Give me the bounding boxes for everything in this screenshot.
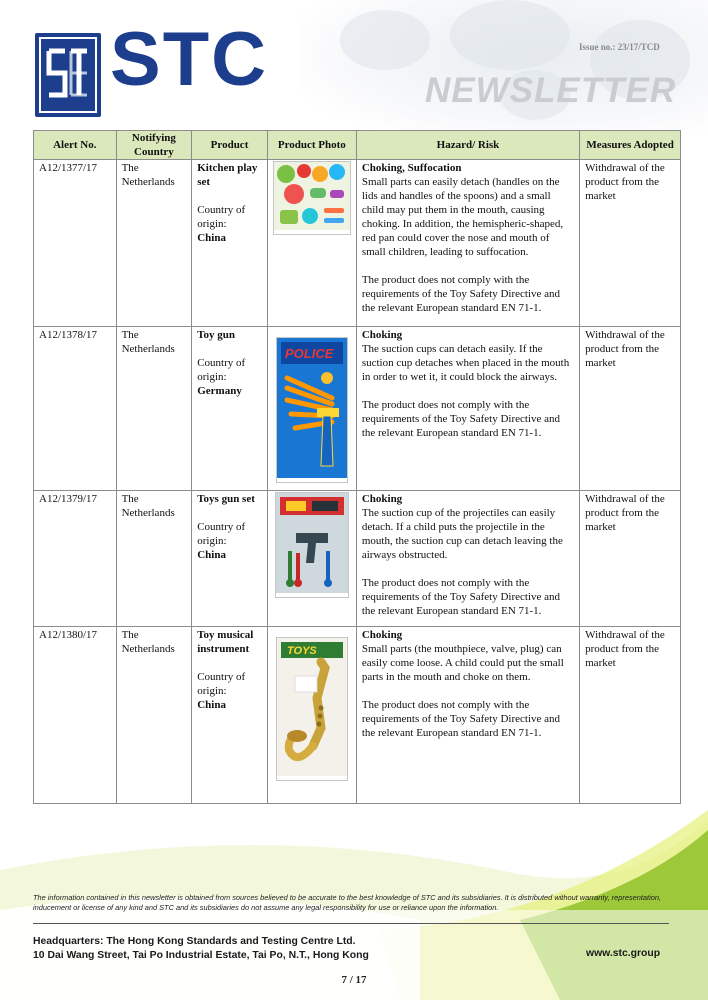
hazard-description: The suction cups can detach easily. If the suction cup detaches when placed in the mouth in order to wet it, it could block the airways. [361,343,570,383]
hazard-description: Small parts (the mouthpiece, valve, plug) can easily come loose. A child could put the small parts in the mouth and choke on them. [361,643,564,683]
origin-label: Country of origin: [197,521,246,547]
brand-name: STC [110,17,268,102]
headquarters-address [33,935,369,963]
alert-number: A12/1377/17 [34,160,117,327]
headquarters-name: Headquarters: The Hong Kong Standards and Testing Centre Ltd. [33,936,356,947]
table-row [34,627,681,804]
product-photo-cell [267,491,356,627]
notifying-country: The Netherlands [116,627,192,804]
table-row [34,491,681,627]
toys-gun-set-photo [275,492,349,598]
hazard-title: Choking [361,629,403,641]
alerts-table [33,130,681,804]
headquarters-street: 10 Dai Wang Street, Tai Po Industrial Estate, Tai Po, N.T., Hong Kong [33,950,369,961]
header-hazard-risk: Hazard/ Risk [356,131,579,160]
product-cell [192,327,268,491]
product-cell [192,627,268,804]
product-photo-cell [267,627,356,804]
background-world-map [300,0,708,140]
table-header-row [34,131,681,160]
toy-saxophone-photo [276,637,348,781]
notifying-country: The Netherlands [116,491,192,627]
product-cell [192,491,268,627]
hazard-title: Choking [361,493,403,505]
header-product: Product [192,131,268,160]
compliance-statement: The product does not comply with the requirements of the Toy Safety Directive and the relevant European standard EN 71-1. [361,699,561,739]
issue-number: Issue no.: 23/17/TCD [579,42,660,52]
stc-logo-mark [35,33,101,117]
measures-adopted: Withdrawal of the product from the market [580,327,681,491]
hazard-cell [356,491,579,627]
footer-divider [33,923,669,924]
product-name: Toy gun [197,329,236,341]
hazard-description: The suction cup of the projectiles can easily detach. If a child puts the projectile in the mouth, the suction cup can detach leaving the airways obstructed. [361,507,563,561]
measures-adopted: Withdrawal of the product from the market [580,627,681,804]
alert-number: A12/1380/17 [34,627,117,804]
notifying-country: The Netherlands [116,160,192,327]
table-row [34,160,681,327]
header-measures-adopted: Measures Adopted [580,131,681,160]
origin-label: Country of origin: [197,204,246,230]
compliance-statement: The product does not comply with the requirements of the Toy Safety Directive and the relevant European standard EN 71-1. [361,274,561,314]
product-photo-cell [267,160,356,327]
toy-gun-photo [276,337,348,483]
hazard-description: Small parts can easily detach (handles on the lids and handles of the spoons) and a small child may put them in the mouth, causing choking. In addition, the hemispheric-shaped, red pan could cover the nose and mouth of small children, leading to suffocation. [361,176,564,258]
kitchen-play-set-photo [273,161,351,235]
disclaimer-text: The information contained in this newsletter is obtained from sources believed to be accurate to the best knowledge of STC and its subsidiaries. It is distributed without warranty, representation, inducement or license of any kind and STC and its subsidiaries do not assume any legal responsibility for use or reliance upon the information. [33,893,661,912]
product-photo-cell [267,327,356,491]
product-name: Toy musical instrument [197,629,254,655]
alert-number: A12/1379/17 [34,491,117,627]
hazard-title: Choking [361,329,403,341]
origin-country: Germany [197,385,242,397]
compliance-statement: The product does not comply with the requirements of the Toy Safety Directive and the relevant European standard EN 71-1. [361,399,561,439]
origin-country: China [197,232,226,244]
product-cell [192,160,268,327]
page-number: 7 / 17 [341,974,367,986]
origin-label: Country of origin: [197,671,246,697]
notifying-country: The Netherlands [116,327,192,491]
compliance-statement: The product does not comply with the requirements of the Toy Safety Directive and the relevant European standard EN 71-1. [361,577,561,617]
alert-number: A12/1378/17 [34,327,117,491]
measures-adopted: Withdrawal of the product from the market [580,160,681,327]
website-link[interactable]: www.stc.group [586,948,661,959]
table-row [34,327,681,491]
hazard-title: Choking, Suffocation [361,162,462,174]
origin-label: Country of origin: [197,357,246,383]
header-notifying-country: Notifying Country [116,131,192,160]
product-name: Kitchen play set [197,162,258,188]
header-alert-no: Alert No. [34,131,117,160]
hazard-cell [356,327,579,491]
product-name: Toys gun set [197,493,255,505]
toy-gun-package-text: POLICE [284,346,334,361]
hazard-cell [356,160,579,327]
origin-country: China [197,549,226,561]
hazard-cell [356,627,579,804]
origin-country: China [197,699,226,711]
saxophone-package-text: TOYS [286,645,317,657]
newsletter-title: NEWSLETTER [425,71,677,110]
header-product-photo: Product Photo [267,131,356,160]
measures-adopted: Withdrawal of the product from the market [580,491,681,627]
